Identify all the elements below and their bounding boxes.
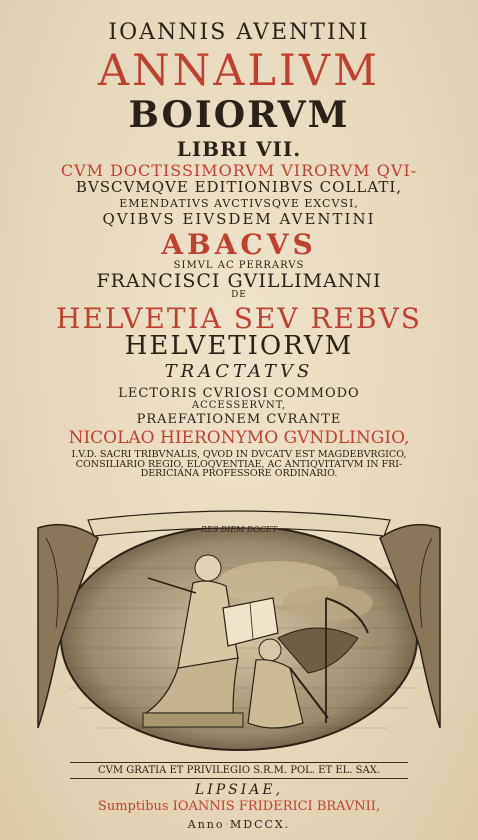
title-helvetiorum: HELVETIORVM [124,331,354,361]
subtitle-line-6: LECTORIS CVRIOSI COMMODO [118,386,360,401]
title-libri: LIBRI VII. [176,137,302,161]
imprint-year: Anno MDCCX. [187,818,291,831]
imprint-place: LIPSIAE, [194,782,284,798]
title-annalium: ANNALIVM [98,46,380,96]
subtitle-line-5: SIMVL AC PERRARVS [173,260,305,271]
editor-title-3: DERICIANA PROFESSORE ORDINARIO. [140,468,338,479]
title-boiorum: BOIORVM [128,94,350,136]
banner-motto: RES DIEM DOCET [200,525,278,534]
subtitle-line-8: PRAEFATIONEM CVRANTE [136,412,342,427]
editor-title-2: CONSILIARIO REGIO, ELOQVENTIAE, AC ANTIQVITATVM IN FRI- [75,458,403,470]
allegorical-engraving [28,508,450,756]
word-de: DE [231,290,247,300]
title-helvetia: HELVETIA SEV REBVS [56,302,422,335]
privilege-line: CVM GRATIA ET PRIVILEGIO S.R.M. POL. ET EL. SAX. [70,762,408,779]
editor-name: NICOLAO HIERONYMO GVNDLINGIO, [68,428,410,448]
subtitle-line-2: BVSCVMQVE EDITIONIBVS COLLATI, [75,178,403,196]
editor-title-1: I.V.D. SACRI TRIBVNALIS, QVOD IN DVCATV EST MAGDEBVRGICO, [71,449,407,460]
title-abacus: ABACVS [161,228,317,261]
subtitle-line-7: ACCESSERVNT, [191,400,287,411]
subtitle-line-4: QVIBVS EIVSDEM AVENTINI [102,210,376,228]
author-name: IOANNIS AVENTINI [108,20,370,45]
title-tractatus: TRACTATVS [164,361,314,382]
author-guillimann: FRANCISCI GVILLIMANNI [96,270,382,292]
subtitle-line-3: EMENDATIVS AVCTIVSQVE EXCVSI, [119,197,359,210]
subtitle-line-1: CVM DOCTISSIMORVM VIRORVM QVI- [60,161,418,180]
imprint-publisher: Sumptibus IOANNIS FRIDERICI BRAVNII, [97,799,381,814]
